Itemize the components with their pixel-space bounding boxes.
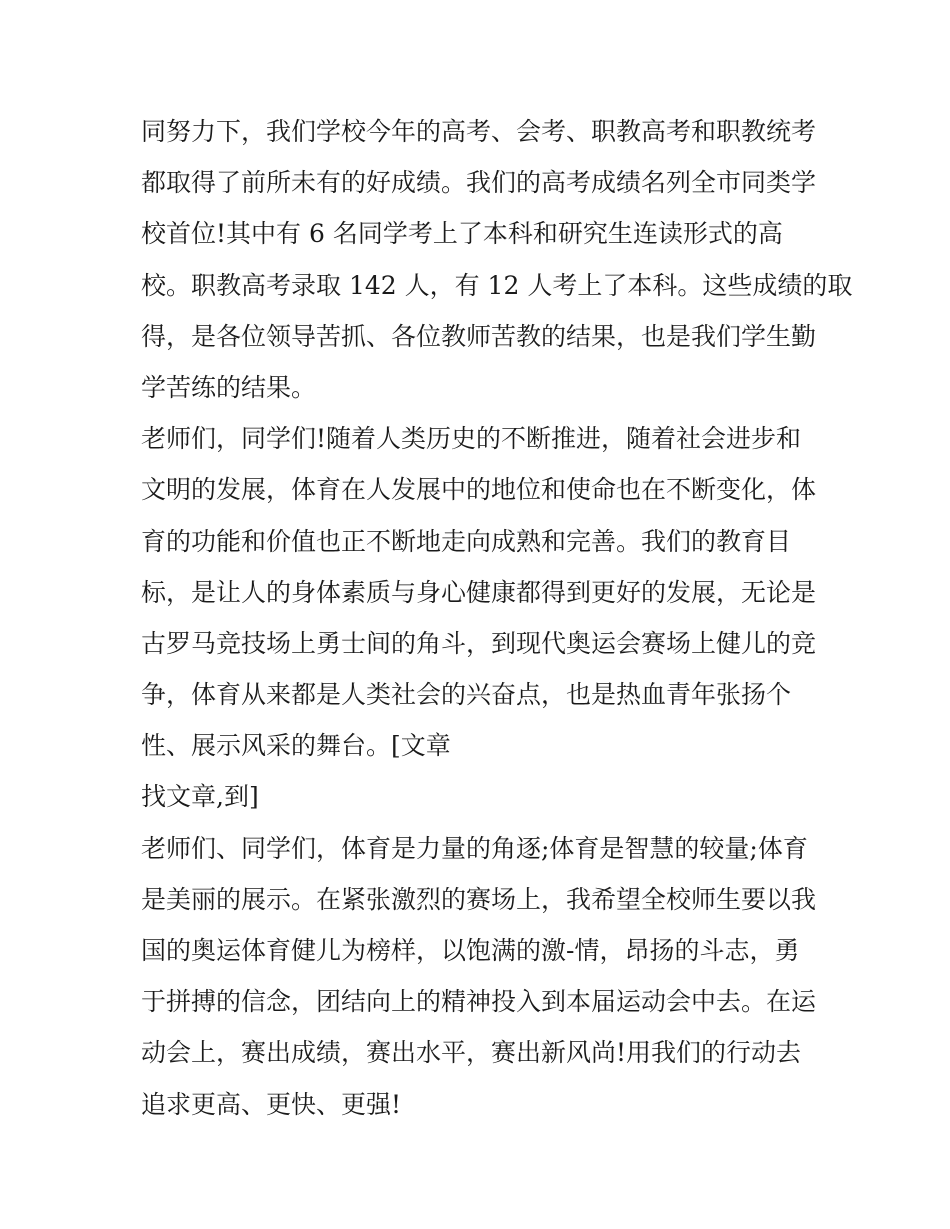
text-line: 校。职教高考录取 142 人，有 12 人考上了本科。这些成绩的取	[141, 270, 853, 300]
text-line: 标，是让人的身体素质与身心健康都得到更好的发展，无论是	[141, 577, 817, 607]
text-line: 老师们，同学们!随着人类历史的不断推进，随着社会进步和	[141, 424, 802, 454]
text-line: 育的功能和价值也正不断地走向成熟和完善。我们的教育目	[141, 526, 792, 556]
text-line: 追求更高、更快、更强!	[141, 1089, 402, 1119]
text-line: 校首位!其中有 6 名同学考上了本科和研究生连读形式的高	[141, 219, 783, 249]
text-line: 找文章,到]	[141, 782, 259, 812]
text-line: 性、展示风采的舞台。[文章	[141, 731, 451, 761]
text-line: 得，是各位领导苦抓、各位教师苦教的结果，也是我们学生勤	[141, 321, 817, 351]
text-line: 动会上，赛出成绩，赛出水平，赛出新风尚!用我们的行动去	[141, 1038, 802, 1068]
text-line: 文明的发展，体育在人发展中的地位和使命也在不断变化，体	[141, 475, 817, 505]
text-line: 同努力下，我们学校今年的高考、会考、职教高考和职教统考	[141, 117, 817, 146]
text-line: 古罗马竞技场上勇士间的角斗，到现代奥运会赛场上健儿的竞	[141, 628, 817, 658]
body-text	[141, 106, 853, 1130]
text-line: 国的奥运体育健儿为榜样，以饱满的激-情，昂扬的斗志，勇	[141, 936, 800, 965]
text-line: 都取得了前所未有的好成绩。我们的高考成绩名列全市同类学	[141, 168, 817, 198]
text-line: 学苦练的结果。	[141, 372, 317, 402]
text-line: 于拼搏的信念，团结向上的精神投入到本届运动会中去。在运	[141, 987, 817, 1017]
text-line: 争，体育从来都是人类社会的兴奋点，也是热血青年张扬个	[141, 680, 792, 710]
text-line: 老师们、同学们，体育是力量的角逐;体育是智慧的较量;体育	[141, 833, 808, 863]
text-line: 是美丽的展示。在紧张激烈的赛场上，我希望全校师生要以我	[141, 884, 817, 914]
